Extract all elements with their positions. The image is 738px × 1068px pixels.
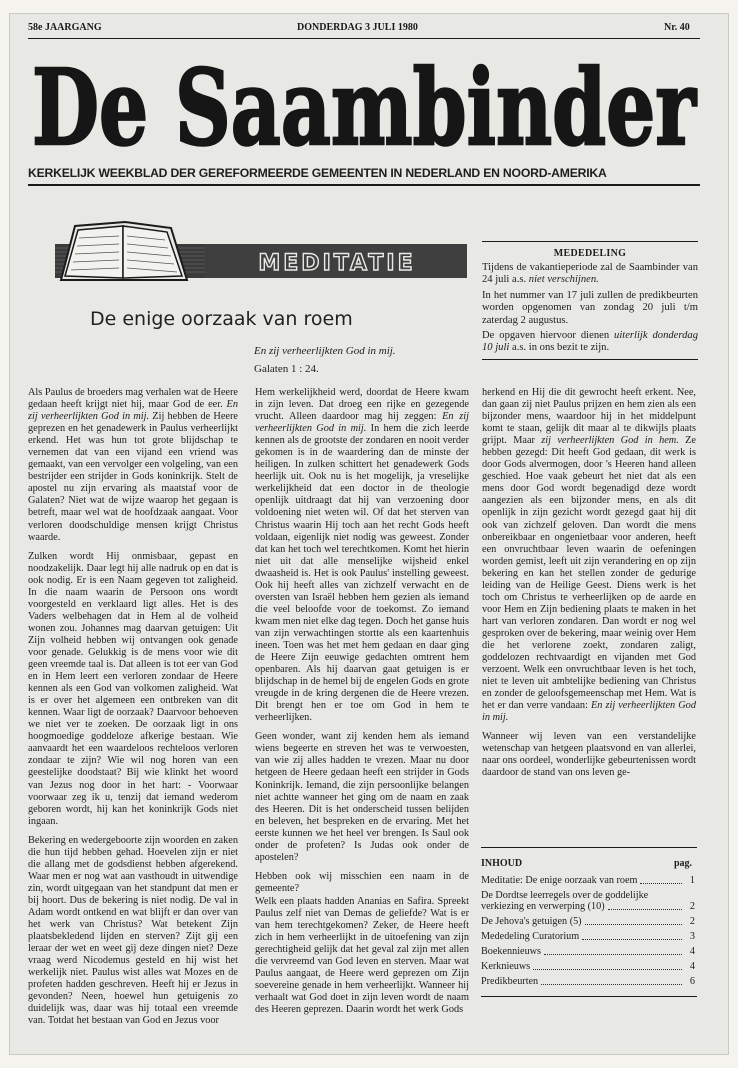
masthead-subtitle: KERKELIJK WEEKBLAD DER GEREFORMEERDE GEMEENTEN IN NEDERLAND EN NOORD-AMERIKA bbox=[28, 166, 607, 180]
masthead-divider bbox=[28, 184, 700, 186]
article-column-2: Hem werkelijkheid werd, doordat de Heere kwam in zijn leven. Dat droeg een rijke en gezegende vrucht. Alleen daardoor mag hij zeggen: En zij verheerlijkten God in mij. In hem die zich leerde kennen als de grootste der zondaren en nooit verder gekomen is in de waardering dan de minste der heiligen. In zulken schittert het genadewerk Gods heerlijk uit. Ook nu is het mogelijk, ja vreselijke werkelijkheid dat een doctor in de theologie openlijk uitdraagt dat hij van verzoening door voldoening niet weten wil. Of dat het sterven van Christus waarin Hij toch aan het recht Gods heeft voldaan, eigenlijk niet nodig was geweest. Zonder dat kan het toch wel terechtkomen. Komt het hierin niet uit dat alle menselijke wijsheid enkel dwaasheid is. Het is ook Paulus' instelling geweest. Ook hij heeft alles van zichzelf verwacht en de oversten van Israël hebben hem gezien als iemand die veel beloofde voor de toekomst. Zo iemand kwam men niet elke dag tegen. Doch het ganse huis van zijn verwachtingen stortte als een kaartenhuis ineen. Toen was het met hem gedaan en daar ging de Heere Zijn eeuwige gedachten omtrent hem openbaren. Als hij daarvan gaat getuigen is er blijdschap in de hemel bij de engelen Gods en grote vreugde in de kring dergenen die de Heere vrezen. Dit brengt hen er toe om God in hem te verheerlijken. Geen wonder, want zij kenden hem als iemand wiens begeerte en streven het was te verwoesten, van wie zij alles hadden te vrezen. Maar nu door hetgeen de Heere gedaan heeft een strijder in Gods Koninkrijk. Iemand, die zijn persoonlijke belangen niet achtte wanneer het ging om de naam en zaak des Heeren. Dit is het onderscheid tussen belijden en beleven, het bespreken en de ervaring. Met het eerste kunnen we het heel ver brengen. Is Saul ook onder de profeten? Is Judas ook onder de apostelen? Hebben ook wij misschien een naam in de gemeente? Welk een plaats hadden Ananias en Safira. Spreekt Paulus zelf niet van Demas de geliefde? Wat is er van hem terechtgekomen? Zeker, de Heere heeft zich in hem verheerlijkt in de uitoefening van zijn gerechtigheid gelijk dat het geval zal zijn met allen die vervreemd van God leven en sterven. Maar wat Paulus aangaat, de Heere werd geprezen om Zijn soevereine genade in hem verheerlijkt. Wanneer hij verhaalt wat God doet in zijn leven wordt de naam des Heeren geprezen. Daarin wordt het werk Gods bbox=[255, 387, 469, 1016]
inhoud-top-rule bbox=[481, 847, 697, 848]
toc-item: Predikbeurten 6 bbox=[481, 976, 695, 987]
mededeling-bottom-rule bbox=[482, 359, 698, 360]
toc-item: De Jehova's getuigen (5) 2 bbox=[481, 916, 695, 927]
issue-date: DONDERDAG 3 JULI 1980 bbox=[297, 22, 418, 33]
verse-reference: Galaten 1 : 24. bbox=[254, 363, 319, 375]
inhoud-bottom-rule bbox=[481, 996, 697, 997]
issue-number: Nr. 40 bbox=[664, 22, 690, 33]
mededeling-text: Tijdens de vakantieperiode zal de Saambinder van 24 juli a.s. niet verschijnen. In het nummer van 17 juli zullen de predikbeurten worden opgenomen van zondag 20 juli t/m zaterdag 2 augustus. De opgaven hiervoor dienen uiterlijk donderdag 10 juli a.s. in ons bezit te zijn. bbox=[482, 262, 698, 354]
article-column-1: Als Paulus de broeders mag verhalen wat de Heere gedaan heeft krijgt niet hij, maar God de eer. En zij verheerlijkten God in mij. Zij hebben de Heere geprezen en het genadewerk in Paulus verheerlijkt erkend. Het was hun tot grote blijdschap te vernemen dat van een vijand een vriend was gemaakt, van een vervolger een volgeling, van een bestrijder een strijder in Gods koninkrijk. Stelt de apostel nu zijn ervaring als maatstaf voor de Galaten? Niet wat de wijze waarop het gegaan is betreft, maar wel wat de hoofdzaak aangaat. Voor verloren doodschuldige mensen krijgt Christus waarde. Zulken wordt Hij onmisbaar, gepast en noodzakelijk. Daar legt hij alle nadruk op en dat is ook nodig. Er is een Naam gegeven tot zaligheid. In die naam waarin de Persoon ons wordt voorgesteld en verklaard ligt alles. Het is des Vaders welbehagen dat in Hem al de volheid wonen zou. Johannes mag daarvan getuigen: Uit Zijn volheid hebben wij ontvangen ook genade voor genade. Gelukkig is de mens voor wie dit geen vreemde taal is. Dat alleen is tot eer van God en in Hem leert een verloren zondaar de Heere kennen als een God van volkomen zaligheid. Wat is er over het algemeen een ontbreken van dit kennen. Waar ligt de oorzaak? Daarvoor behoeven we niet ver te zoeken. De oorzaak ligt in ons hoogmoedige goddeloze afkerige bestaan. Wie aanvaardt het een waardeloos rechteloos verloren zondaar te zijn? Wie wil nog horen van een geestelijke doodstaat? Bij wie klinkt het woord van Jezus nog door in het hart: - Voorwaar voorwaar zeg ik u, tenzij dat iemand wederom geboren wordt, hij kan het koninkrijk Gods niet ingaan. Bekering en wedergeboorte zijn woorden en zaken die hun tijd hebben gehad. Hoevelen zijn er niet die allang met de godsdienst hebben afgerekend. Waar men er nog wat aan vasthoudt in uitwendige zin, wordt uitgegaan van het standpunt dat men er bij hoort. Dus de bekering is niet nodig. De val in Adam wordt ontkend en wat blijft er dan over van het werk van Christus? Wat betekent Zijn plaatsbekledend lijden en sterven? Zijt gij een leraar der wet en weet gij deze dingen niet? Deze vraag werd Nicodemus gesteld en hij wist het werkelijk niet. Paulus wist alles wat Mozes en de profeten hadden geschreven. Heeft hij er Jezus in gevonden? Neen, hoewel hun getuigenis zo duidelijk was, daar was hij totaal een vreemde van. Totdat het bestaan van God en Jezus voor bbox=[28, 387, 238, 1027]
article-title: De enige oorzaak van roem bbox=[90, 308, 353, 330]
inhoud-heading: INHOUD bbox=[481, 858, 523, 869]
meditatie-banner bbox=[55, 220, 467, 282]
top-divider bbox=[28, 38, 700, 39]
meditatie-label: MEDITATIE bbox=[258, 251, 416, 276]
jaargang-label: 58e JAARGANG bbox=[28, 22, 102, 33]
open-book-icon bbox=[61, 222, 187, 280]
toc-item: Boekennieuws 4 bbox=[481, 946, 695, 957]
mededeling-heading: MEDEDELING bbox=[553, 248, 627, 259]
toc-item: Mededeling Curatorium 3 bbox=[481, 931, 695, 942]
article-column-3: herkend en Hij die dit gewrocht heeft erkent. Nee, dan gaan zij niet Paulus prijzen en hem zien als een bijzonder mens, waardoor hij in het middelpunt komt te staan, gelijk dit maar al te dikwijls plaats grijpt. Maar zij verheerlijkten God in hem. Ze hebben gezegd: Dit heeft God gedaan, dit werk is door Gods alvermogen, door 's Heeren hand alleen geschied. Hoe vaak gebeurt het niet dat als een mens door God wordt begenadigd deze wordt aangezien als een bijzonder mens, en als dit openlijk in zijn gezicht wordt gezegd gaat hij dit ook van zichzelf geloven. Dan wordt die mens onbereikbaar en ongenietbaar voor anderen, heeft een onvruchtbaar leven waarin de oefeningen worden gemist, leeft uit zijn verandering en op zijn bekering en kan het stellen zonder de gedurige leiding van de Heilige Geest. Diens werk is het toch om Christus te verheerlijken op de aarde en voor Hem en Zijn bediening plaats te maken in het hart van verloren zondaren. Dan wordt er nog wel gesproken over de bekering, maar weinig over Hem die het verlorene zoekt, zondaren zaligt, goddelozen rechtvaardigt en vijanden met God verzoent. Welk een onvruchtbaar leven is het toch, niet te leven uit ambtelijke bediening van Christus en zonder de geloofsgemeenschap met Hem. Wat is het er dan verre vandaan: En zij verheerlijkten God in mij. Wanneer wij leven van een verstandelijke wetenschap van hetgeen plaatsvond en van allerlei, naar ons oordeel, wonderlijke gebeurtenissen wordt daardoor de stand van ons leven ge- bbox=[482, 387, 696, 779]
toc-item: verkiezing en verwerping (10) 2 bbox=[481, 901, 695, 912]
masthead-logo bbox=[28, 52, 700, 160]
mededeling-top-rule bbox=[482, 241, 698, 242]
toc-item: Meditatie: De enige oorzaak van roem 1 bbox=[481, 875, 695, 886]
inhoud-pag-label: pag. bbox=[674, 858, 693, 869]
toc-item: Kerknieuws 4 bbox=[481, 961, 695, 972]
svg-text:De Saambinder: De Saambinder bbox=[32, 52, 697, 160]
toc-item: De Dordtse leerregels over de goddelijke bbox=[481, 890, 649, 901]
verse-text: En zij verheerlijkten God in mij. bbox=[254, 345, 396, 357]
